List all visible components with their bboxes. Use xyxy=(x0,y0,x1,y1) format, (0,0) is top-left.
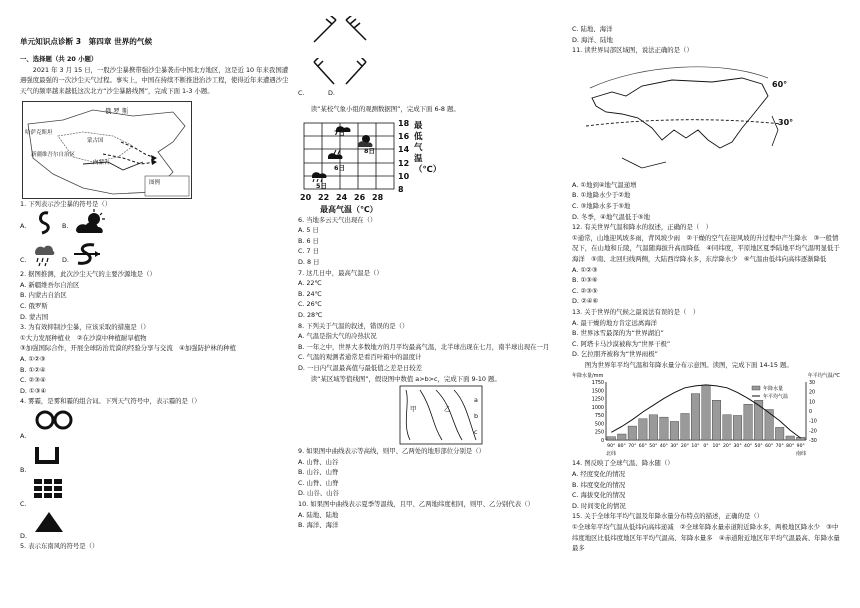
x-tick-label: 30° xyxy=(670,444,679,450)
precip-bar xyxy=(691,394,700,440)
q3: 3. 为有效抑制沙尘暴，应该采取的措施是（） xyxy=(20,323,150,332)
q2-opt-a: A. 新疆维吾尔自治区 xyxy=(20,280,80,289)
contour-label-b: b xyxy=(474,412,479,421)
y-left-tick-label: 1750 xyxy=(591,381,604,387)
x-tick-label: 40° xyxy=(744,444,753,450)
q14-opt-d: D. 时间变化的情况 xyxy=(572,501,626,510)
intro-9-10: 读“某区域等值线图”，假设图中数值 a>b>c，完成下面 9-10 题。 xyxy=(310,374,501,383)
day-label-8: 8日 xyxy=(364,146,375,155)
q3-opt-a: A. ①②③ xyxy=(20,354,46,363)
contour-svg xyxy=(396,384,486,446)
x-tick-label: 20° xyxy=(722,444,732,450)
column-2 xyxy=(298,14,560,531)
precip-temp-svg xyxy=(572,370,840,458)
column-3 xyxy=(572,24,842,554)
intro-14-15: 图为世界年平均气温和年降水量分布示意图。读图，完成下面 14-15 题。 xyxy=(584,360,793,369)
q13-opt-a: A. 最干燥的地方肯定远离海洋 xyxy=(572,318,658,327)
wind-symbol-c-top-icon xyxy=(310,16,340,46)
legend-precip-label: 年降水量 xyxy=(763,386,784,393)
sandstorm-icon xyxy=(72,241,102,267)
q6-opt-a: A. 5 日 xyxy=(298,226,319,235)
q10-opt-a: A. 陆地、陆地 xyxy=(298,510,339,519)
q13-opt-c: C. 阿塔卡马沙漠被称为“世界干极” xyxy=(572,339,671,348)
contour-label-a: a xyxy=(474,396,478,405)
precip-bar xyxy=(712,401,721,441)
q15: 15. 关于全球年平均气温及年降水量分布特点的描述，正确的是（） xyxy=(572,512,764,521)
q10-opt-c: C. 陆地、海洋 xyxy=(572,25,613,33)
q4-opt-b: B. xyxy=(20,465,27,474)
y-left-tick-label: 1000 xyxy=(591,406,604,412)
q6-opt-b: B. 6 日 xyxy=(298,236,319,245)
map-label-russia: 俄 罗 斯 xyxy=(105,106,129,115)
q7-opt-a: A. 22℃ xyxy=(298,279,322,288)
q14: 14. 图反映了全球气温、降水随（） xyxy=(572,459,674,468)
q1: 1. 下列表示沙尘暴的符号是（） xyxy=(20,199,112,208)
x-tick-label: 90° xyxy=(796,444,805,450)
q1-opt-b: B. xyxy=(62,222,69,231)
intro-1-3: 2021 年 3 月 15 日，一股沙尘暴携带强沙尘暴袭击中国北方地区，这是近 10 年来我国遭遇强度最强的一次沙尘天气过程。事实上，中国在持续不断推进治沙工程，使得近年来遭遇沙尘天气的频率越来越低这次北方“沙尘暴路线图”，完成下面 1-3 小题。 xyxy=(20,65,289,95)
map-label-mongolia: 蒙古国 xyxy=(87,137,104,144)
x-tick-label: 50° xyxy=(649,444,658,450)
y-tick-8: 8 xyxy=(398,184,404,194)
x-tick-label: 50° xyxy=(754,444,763,450)
q11-opt-a: A. ①地到④地气温递增 xyxy=(572,180,637,189)
y-tick-12: 12 xyxy=(398,158,410,168)
q4: 4. 雾霾，是雾和霾的组合词。下列天气符号中，表示霾的是（） xyxy=(20,397,201,406)
x-tick-label: 30° xyxy=(733,444,742,450)
x-tick-label: 40° xyxy=(659,444,668,450)
wind-symbol-d-top-icon xyxy=(340,16,370,46)
q2-opt-d: D. 蒙古国 xyxy=(20,312,49,321)
precip-bar xyxy=(649,415,658,440)
contour-label-c: c xyxy=(474,428,478,437)
x-tick-label: 70° xyxy=(775,444,784,450)
contour-label-jia: 甲 xyxy=(410,405,417,414)
x-tick-20: 20 xyxy=(300,192,312,202)
x-tick-label: 70° xyxy=(628,444,637,450)
weather-grid-chart xyxy=(298,117,442,215)
snow-bracket-icon xyxy=(34,445,60,465)
y-left-tick-label: 0 xyxy=(600,439,604,445)
triangle-icon xyxy=(34,511,64,533)
q8-opt-b: B. 一年之中，世界大多数地方的月平均最高气温，北半球出现在七月，南半球出现在一月 xyxy=(298,342,550,351)
sun-cloud-icon xyxy=(72,209,108,235)
y-right-tick-label: 0 xyxy=(809,410,813,416)
y-tick-18: 18 xyxy=(398,118,410,128)
q1-opt-a: A. xyxy=(20,222,27,231)
q9-opt-d: D. 山谷、山谷 xyxy=(298,489,339,498)
y-right-tick-label: 20 xyxy=(809,391,816,397)
q12-opt-a: A. ①②③ xyxy=(572,265,598,274)
q9: 9. 如果图中曲线表示等高线，则甲、乙两处的地形部位分别是（） xyxy=(298,447,486,456)
q13-opt-b: B. 世界冰雪最深的为“世界湖泊” xyxy=(572,329,664,338)
q1-opt-d: D. xyxy=(62,256,69,265)
q6: 6. 当地多云天气出现在（） xyxy=(298,215,377,224)
x-axis-label-north: 北纬 xyxy=(606,451,617,458)
y-tick-16: 16 xyxy=(398,131,410,141)
q7-opt-b: B. 24℃ xyxy=(298,289,322,298)
map-label-neimenggu: 内蒙古 xyxy=(93,159,110,166)
q3-opt-c: C. ②③④ xyxy=(20,376,46,385)
cloud-rain-icon xyxy=(32,241,56,267)
q7: 7. 这几日中，最高气温是（） xyxy=(298,268,383,277)
x-tick-label: 0° xyxy=(703,444,709,450)
precip-bar xyxy=(744,405,753,441)
section-heading: 一、选择题（共 20 小题） xyxy=(20,55,98,64)
precip-bar xyxy=(607,437,616,440)
precip-bar xyxy=(660,418,669,441)
q9-opt-c: C. 山脊、山脊 xyxy=(298,478,339,487)
precip-bar xyxy=(723,415,732,440)
q11-opt-b: B. ①地降水少于②地 xyxy=(572,191,631,200)
q10-opt-b: B. 海洋、海洋 xyxy=(298,521,339,530)
q11: 11. 读世界局部区域图，说法正确的是（） xyxy=(572,46,693,55)
precip-bar xyxy=(628,427,637,441)
q9-opt-b: B. 山谷、山脊 xyxy=(298,468,339,477)
q5-options xyxy=(298,14,560,98)
fog-grid-icon xyxy=(34,479,64,499)
lat-30-label: 30° xyxy=(778,117,794,127)
legend-precip-swatch xyxy=(752,386,760,390)
precip-bar xyxy=(702,386,711,441)
q2-opt-c: C. 俄罗斯 xyxy=(20,301,48,310)
q4-opt-a: A. xyxy=(20,431,27,440)
q14-opt-b: B. 纬度变化的情况 xyxy=(572,480,626,489)
y-tick-14: 14 xyxy=(398,144,410,154)
precip-temp-chart xyxy=(572,370,840,458)
typhoon-icon xyxy=(34,209,56,235)
precip-bar xyxy=(733,416,742,441)
q8-opt-d: D. 一日内气温最高值与最低值之差是日较差 xyxy=(298,363,423,372)
y-tick-10: 10 xyxy=(398,171,410,181)
precip-bar xyxy=(786,436,795,440)
lat-60-label: 60° xyxy=(772,79,788,89)
world-region-map xyxy=(582,58,802,176)
y-left-tick-label: 1500 xyxy=(591,389,604,395)
map-label-xinjiang: 新疆维吾尔自治区 xyxy=(31,151,76,158)
q8-opt-c: C. 气温的观测者通常是看百叶箱中的温度计 xyxy=(298,353,422,362)
x-tick-label: 80° xyxy=(786,444,795,450)
x-tick-label: 90° xyxy=(607,444,616,450)
y-left-tick-label: 500 xyxy=(594,422,604,428)
q8-opt-a: A. 气温是指大气的冷热状况 xyxy=(298,332,377,341)
q3-opt-b: B. ①②④ xyxy=(20,365,46,374)
q15-statements: ①全球年平均气温从低纬向高纬递减 ②全球年降水量赤道附近降水多，两极地区降水少 ③中纬度地区比低纬度地区年平均气温高、年降水量多 ④赤道附近地区年平均气温最高、年降水量最多 xyxy=(572,523,840,553)
q3-line-2: ③加强国际合作，开展全球防治荒漠的经验分享与交流 ④加强防护林的种植 xyxy=(20,344,236,353)
legend-temp-label: 年平均气温 xyxy=(763,394,789,401)
map-legend-label: 图例 xyxy=(149,179,161,186)
y-left-tick-label: 250 xyxy=(594,431,604,437)
q10-opt-d: D. 海洋、陆地 xyxy=(572,35,613,44)
q12-opt-c: C. ②③⑤ xyxy=(572,286,598,295)
sandstorm-route-map xyxy=(22,101,192,199)
map-label-kazakhstan: 哈萨克斯坦 xyxy=(25,129,53,136)
x-axis-label-south: 南纬 xyxy=(795,451,806,458)
q1-options xyxy=(20,209,290,269)
q4-opt-d: D. xyxy=(20,531,27,540)
x-tick-label: 80° xyxy=(617,444,626,450)
x-tick-label: 60° xyxy=(638,444,647,450)
precip-bar xyxy=(765,410,774,440)
q7-opt-d: D. 28℃ xyxy=(298,310,323,319)
q14-opt-c: C. 海拔变化的情况 xyxy=(572,491,626,500)
y-left-axis-title: 年降水量/mm xyxy=(572,373,604,380)
y-right-tick-label: -10 xyxy=(809,420,817,426)
y-axis-title: 最低气温（℃） xyxy=(414,120,442,175)
q13-opt-d: D. 乞拉朋齐被称为“世界雨极” xyxy=(572,350,658,359)
precip-bar xyxy=(618,435,627,441)
precip-bar xyxy=(639,419,648,440)
q2: 2. 据图推测，此次沙尘天气的主要沙源地是（） xyxy=(20,270,156,279)
q5-opt-d: D. xyxy=(328,89,335,97)
y-left-tick-label: 750 xyxy=(594,414,604,420)
world-region-svg xyxy=(582,58,802,176)
day-label-6: 6日 xyxy=(334,163,345,172)
x-tick-label: 10° xyxy=(712,444,721,450)
intro-6-8: 读“某校气象小组的观测数据图”，完成下面 6-8 题。 xyxy=(310,105,460,113)
q4-options xyxy=(20,407,290,541)
q9-opt-a: A. 山脊、山谷 xyxy=(298,457,339,466)
x-tick-24: 24 xyxy=(336,192,348,202)
x-tick-label: 20° xyxy=(680,444,690,450)
q12: 12. 有关世界气温和降水的叙述，正确的是（ ） xyxy=(572,223,713,232)
q10: 10. 如果图中曲线表示夏季等温线，且甲、乙两地纬度相同，则甲、乙分别代表（） xyxy=(298,500,534,509)
y-right-tick-label: -30 xyxy=(809,439,817,445)
q3-opt-d: D. ①③④ xyxy=(20,386,47,395)
q12-statements: ①通常，山地迎风坡多雨，背风坡少雨 ②干燥的空气在迎风坡的升过程中产生降水 ③一般情况下，在山地和丘陵，气温随海拔升高而降低 ④同纬度，平原地区夏季陆地平均气温明显低于海洋 ⑤南、北回归线两侧，大陆西岸降水多，东岸降水少 ⑥气温由低纬向高纬逐渐降低 xyxy=(572,233,840,263)
q11-opt-c: C. ③地降水多于⑤地 xyxy=(572,201,631,210)
q12-opt-d: D. ②④⑥ xyxy=(572,297,599,306)
wind-symbol-c-icon xyxy=(310,58,340,88)
q5: 5. 表示东南风的符号是（） xyxy=(20,541,99,550)
q1-opt-c: C. xyxy=(20,256,27,265)
q6-opt-d: D. 8 日 xyxy=(298,257,320,266)
y-right-tick-label: 10 xyxy=(809,400,816,406)
x-tick-label: 60° xyxy=(765,444,774,450)
x-tick-label: 10° xyxy=(691,444,700,450)
haze-infinity-icon xyxy=(34,409,74,431)
q13: 13. 关于世界的气候之最说法有误的是（ ） xyxy=(572,307,700,316)
contour-label-yi: 乙 xyxy=(444,405,451,414)
q5-opt-c: C. xyxy=(298,89,305,97)
q7-opt-c: C. 26℃ xyxy=(298,300,322,309)
q2-opt-b: B. 内蒙古自治区 xyxy=(20,291,67,300)
q6-opt-c: C. 7 日 xyxy=(298,247,320,256)
y-right-tick-label: 30 xyxy=(809,381,816,387)
x-axis-title: 最高气温（℃） xyxy=(320,204,378,214)
day-label-7: 7日 xyxy=(334,128,345,137)
q4-opt-c: C. xyxy=(20,499,27,508)
q11-opt-d: D. 冬季，④地气温低于⑤地 xyxy=(572,212,650,221)
x-tick-26: 26 xyxy=(354,192,366,202)
x-tick-22: 22 xyxy=(318,192,330,202)
wind-symbol-d-icon xyxy=(340,58,370,88)
y-right-tick-label: -20 xyxy=(809,429,817,435)
y-left-tick-label: 1250 xyxy=(591,398,604,404)
q12-opt-b: B. ①③⑥ xyxy=(572,276,598,285)
x-tick-28: 28 xyxy=(372,192,384,202)
q8: 8. 下列关于气温的叙述，错误的是（） xyxy=(298,321,409,330)
page-title: 单元知识点诊断 3 第四章 世界的气候 xyxy=(20,36,153,46)
precip-bar xyxy=(754,401,763,441)
y-right-axis-title: 年平均气温/℃ xyxy=(807,373,840,380)
precip-bar xyxy=(775,428,784,441)
q14-opt-a: A. 经度变化的情况 xyxy=(572,470,626,479)
column-1 xyxy=(20,28,290,551)
day-label-5: 5日 xyxy=(316,181,327,190)
q3-line-1: ①大力发展种植业 ②在沙漠中种植耐旱植物 xyxy=(20,333,147,342)
precip-bar xyxy=(670,422,679,441)
precip-bar xyxy=(681,414,690,441)
contour-diagram xyxy=(396,384,486,446)
